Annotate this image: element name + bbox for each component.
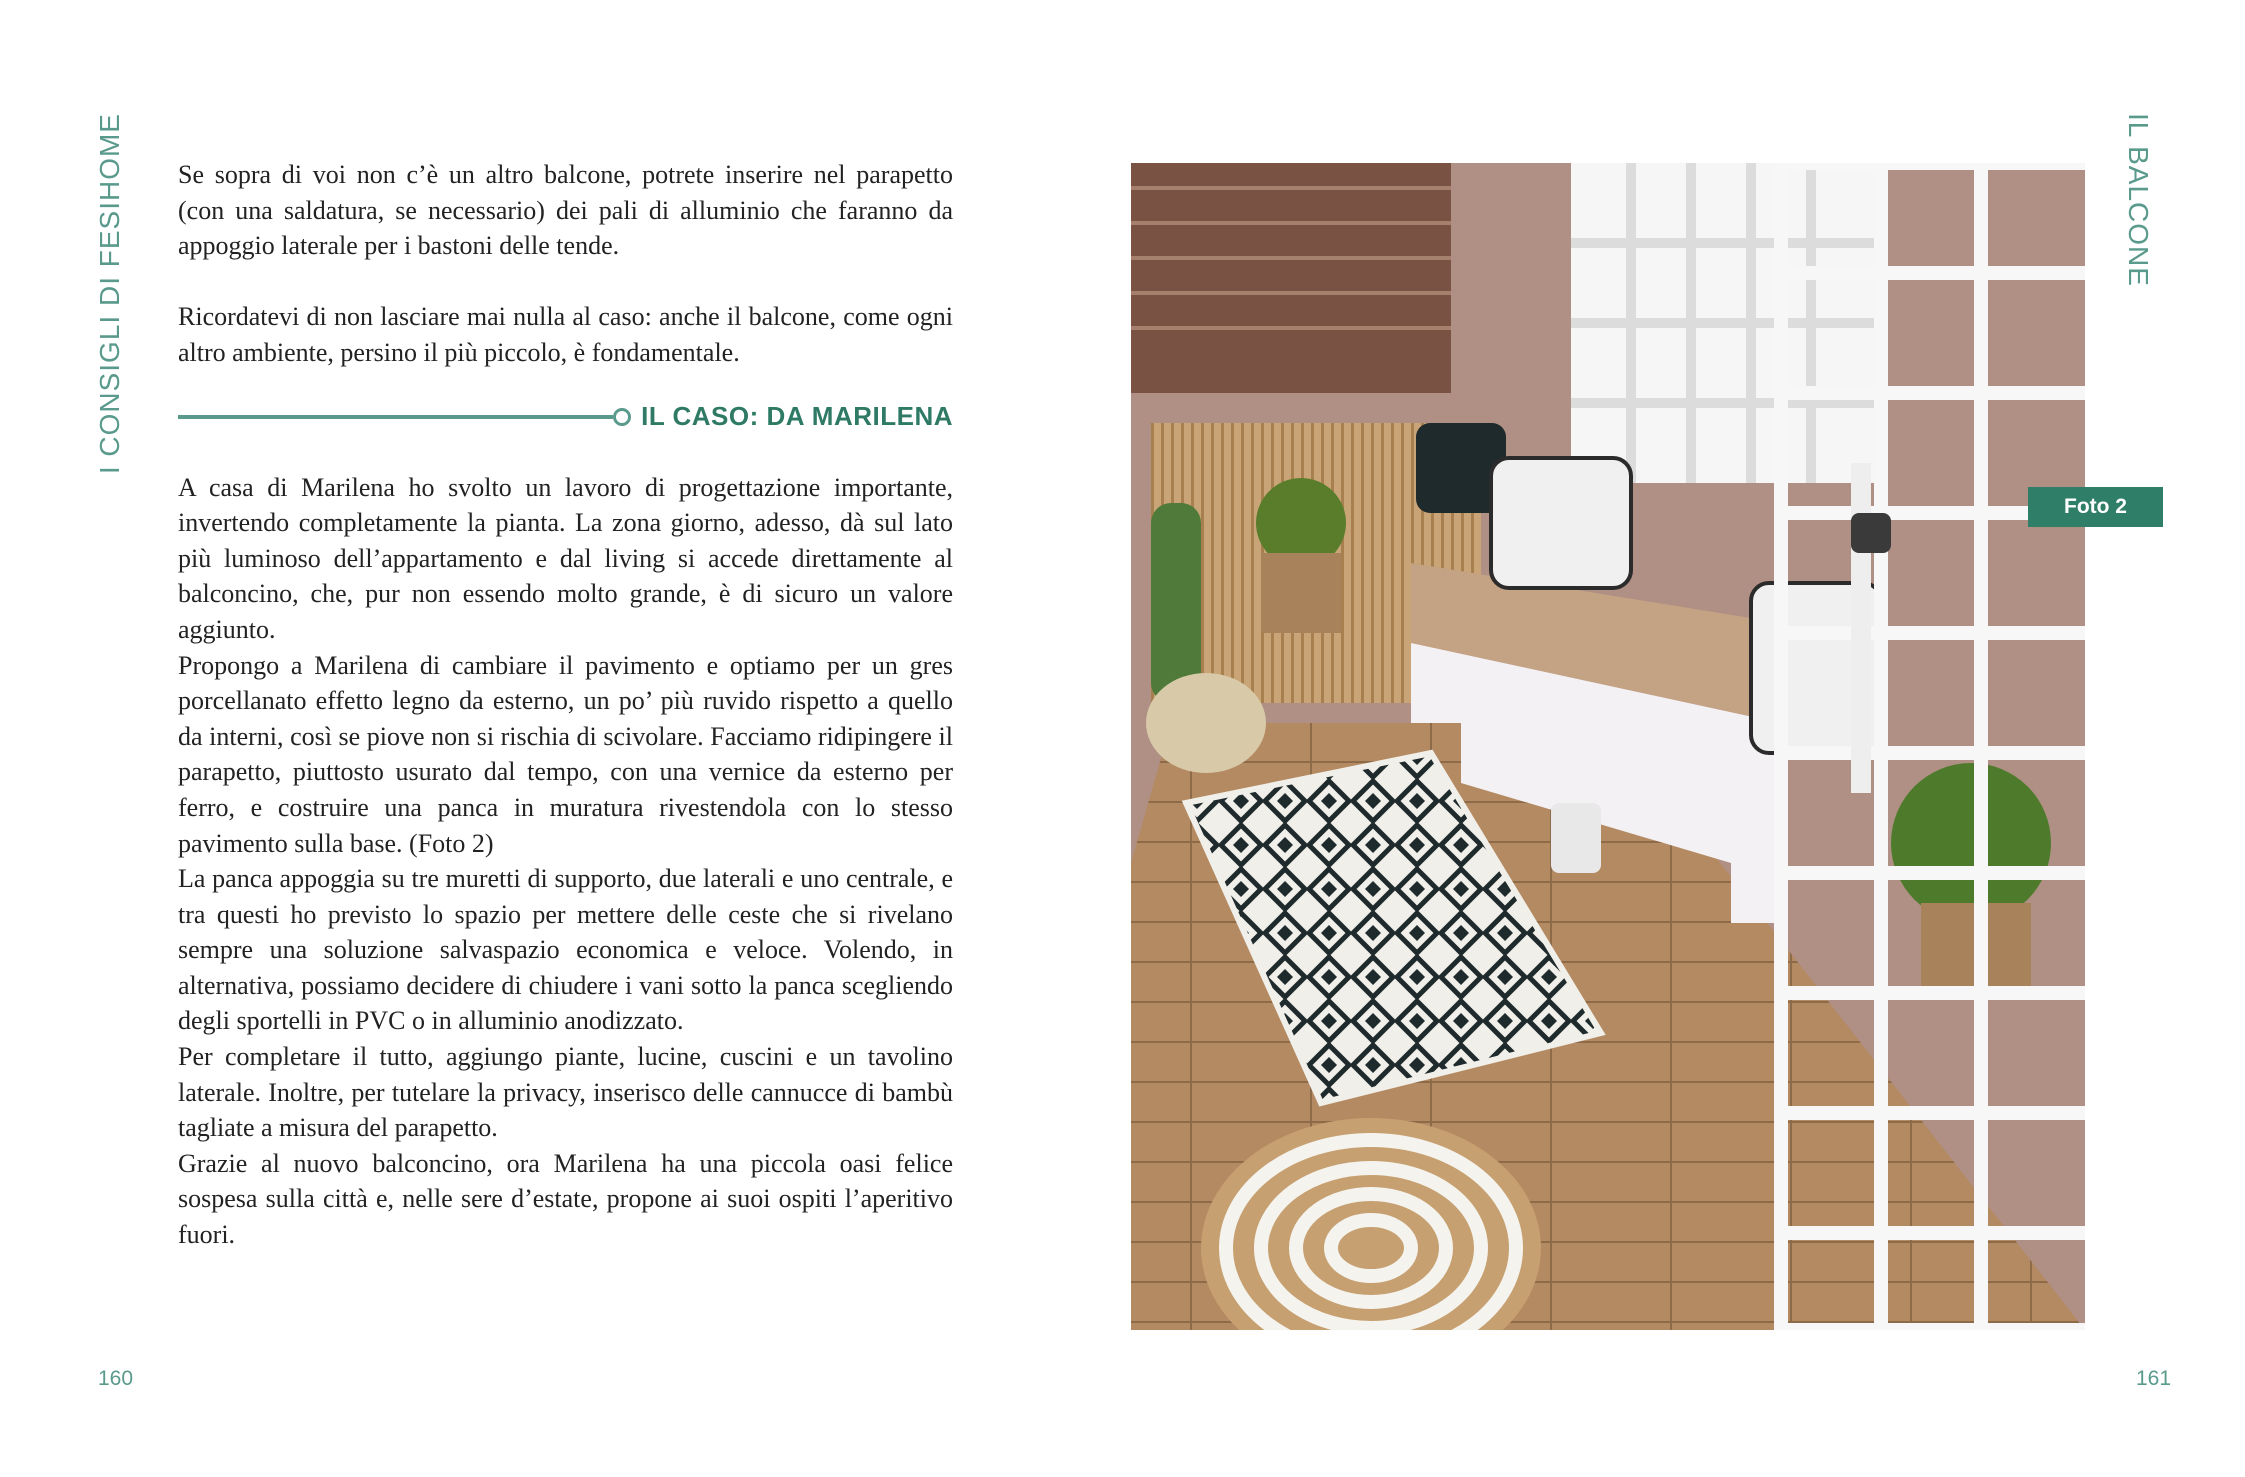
intro-paragraph-1: Se sopra di voi non c’è un altro balcone, potrete inserire nel parapetto (con una saldatura, se necessario) dei pali di alluminio che faranno da appoggio laterale per i bastoni delle tende. bbox=[178, 160, 953, 261]
case-paragraph-2: Propongo a Marilena di cambiare il pavimento e optiamo per un gres porcellanato effetto legno da esterno, un po’ più ruvido rispetto a quello da interni, così se piove non si rischia di scivolare. Facciamo ridipingere il parapetto, piuttosto usurato dal tempo, con una vernice da esterno per ferro, e costruire una panca in muratura rivestendola con lo stesso pavimento sulla base. (Foto 2) bbox=[178, 650, 953, 858]
case-paragraph-3: La panca appoggia su tre muretti di supporto, due laterali e uno centrale, e tra questi ho previsto lo spazio per mettere delle ceste che si rivelano sempre una soluzione salvaspazio economica e veloce. Volendo, in alternativa, possiamo decidere di chiudere i vani sotto la panca scegliendo degli sportelli in PVC o in alluminio anodizzato. bbox=[178, 864, 953, 1036]
case-paragraph-5: Grazie al nuovo balconcino, ora Marilena ha una piccola oasi felice sospesa sulla città e, nelle sere d’estate, propone ai suoi ospiti l’aperitivo fuori. bbox=[178, 1148, 953, 1250]
section-rule bbox=[178, 415, 613, 419]
running-head-right-text: IL BALCONE bbox=[2123, 113, 2154, 287]
case-paragraph-4: Per completare il tutto, aggiungo piante, lucine, cuscini e un tavolino laterale. Inoltre, per tutelare la privacy, inserisco delle cannucce di bambù tagliate a misura del parapetto. bbox=[178, 1042, 953, 1143]
case-paragraph-1: A casa di Marilena ho svolto un lavoro di progettazione importante, invertendo completamente la pianta. La zona giorno, adesso, dà sul lato più luminoso dell’appartamento e dal living si accede direttamente al balconcino, che, pur non essendo molto grande, è di sicuro un valore aggiunto. bbox=[178, 472, 953, 644]
balcony-photo bbox=[1131, 163, 2085, 1330]
page-number-right: 161 bbox=[2136, 1367, 2172, 1390]
intro-paragraph-2: Ricordatevi di non lasciare mai nulla al caso: anche il balcone, come ogni altro ambiente, persino il più piccolo, è fondamentale. bbox=[178, 302, 953, 367]
section-bullet-icon bbox=[613, 408, 631, 426]
page-number-left: 160 bbox=[98, 1367, 134, 1390]
body-text bbox=[178, 157, 953, 1253]
section-heading bbox=[178, 400, 953, 434]
running-head-left bbox=[80, 113, 140, 475]
running-head-right bbox=[2108, 113, 2168, 287]
running-head-left-text: I CONSIGLI DI FESIHOME bbox=[94, 113, 125, 475]
photo-label: Foto 2 bbox=[2028, 487, 2163, 527]
section-title: IL CASO: DA MARILENA bbox=[641, 400, 953, 431]
